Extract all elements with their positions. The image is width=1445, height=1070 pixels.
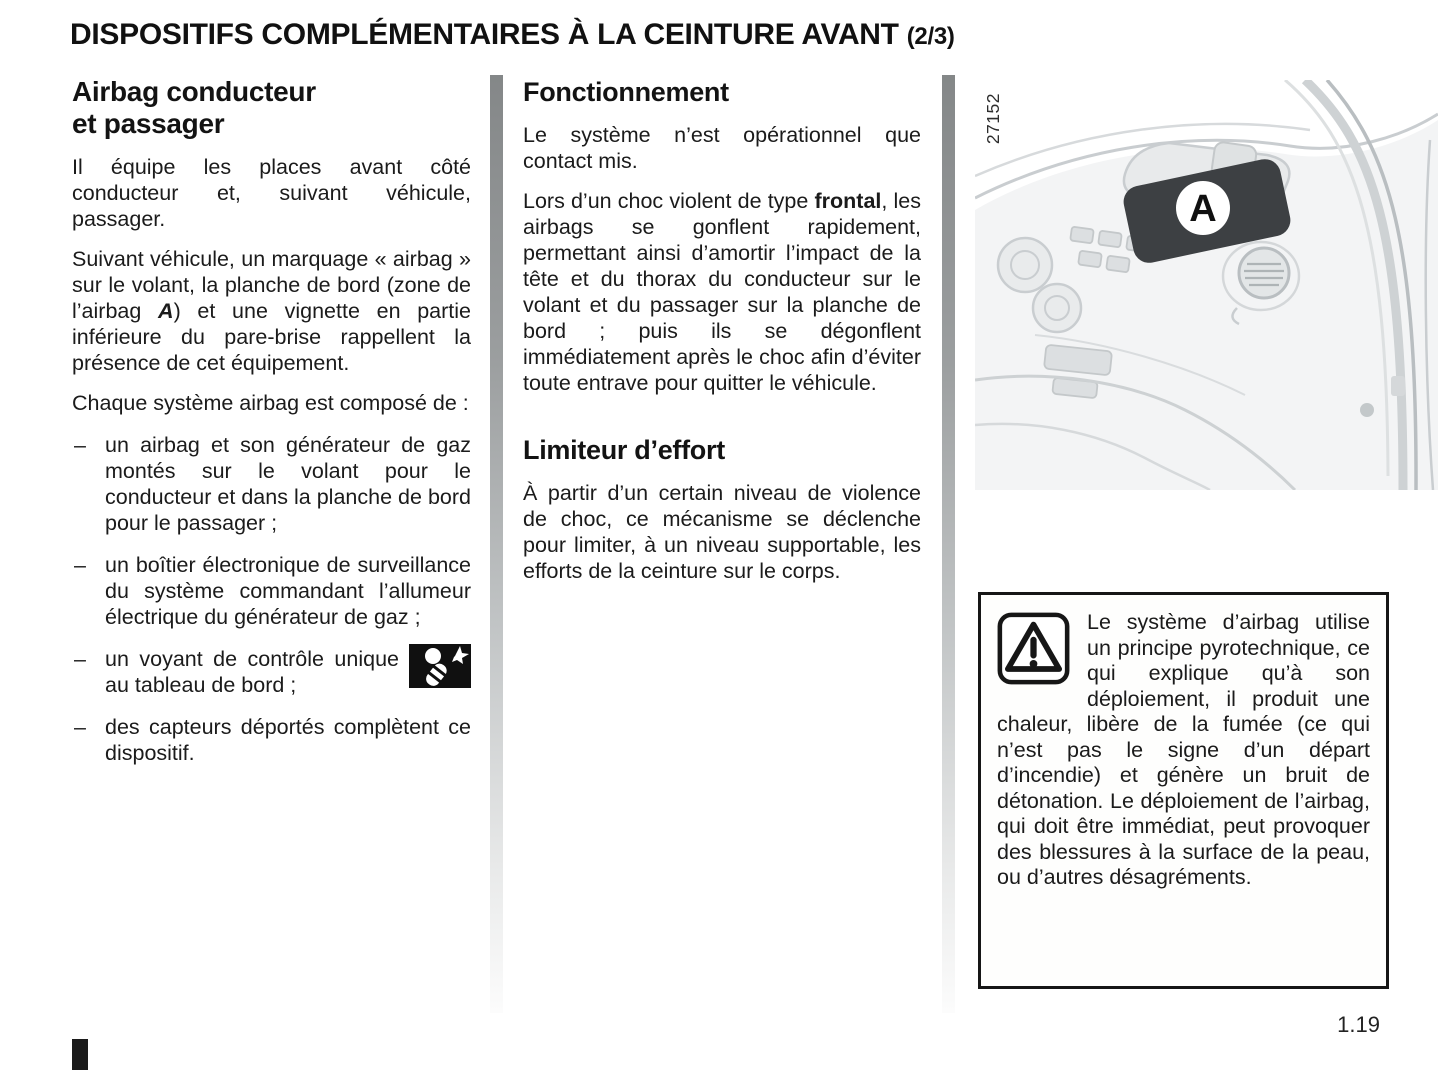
warning-triangle-icon	[997, 612, 1070, 685]
warning-box	[978, 592, 1389, 989]
left-column-heading	[72, 76, 471, 140]
fonctionnement-paragraph-2-text-end: , les airbags se gonflent rapidement, permettant ainsi d’amortir l’impact de la tête et du thorax du conducteur sur le volant et du passager sur la planche de bord ; puis ils se dégonflent immédiatement après le choc afin d’éviter toute entrave pour quitter le véhicule.	[523, 189, 921, 395]
list-item	[72, 646, 471, 698]
left-paragraph-2-text: Suivant véhicule, un marquage « airbag » sur le volant, la planche de bord (zone de l’airbag	[72, 247, 471, 323]
left-paragraph-1: Il équipe les places avant côté conducteur et, suivant véhicule, passager.	[72, 155, 471, 231]
left-heading-line1: Airbag conducteur	[72, 76, 316, 107]
list-item-text: un voyant de contrôle unique au tableau de bord ;	[105, 647, 399, 697]
list-item-text: un boîtier électronique de surveillance du système commandant l’allumeur électrique du générateur de gaz ;	[105, 553, 471, 629]
airbag-components-list	[72, 432, 471, 766]
fonctionnement-heading: Fonctionnement	[523, 77, 729, 107]
list-item	[72, 552, 471, 630]
left-paragraph-2	[72, 246, 471, 376]
fonctionnement-paragraph-1: Le système n’est opérationnel que contact mis.	[523, 123, 921, 173]
dashboard-drawing	[975, 80, 1438, 490]
left-paragraph-2-text-end: ) et une vignette en partie inférieure du pare-brise rappellent la présence de cet équipement.	[72, 299, 472, 375]
page-title-text: DISPOSITIFS COMPLÉMENTAIRES À LA CEINTURE AVANT	[70, 18, 907, 51]
list-item-text: un airbag et son générateur de gaz montés sur le volant pour le conducteur et dans la planche de bord pour le passager ;	[105, 433, 471, 535]
list-dash: –	[74, 433, 86, 457]
list-item-text: des capteurs déportés complètent ce dispositif.	[105, 715, 471, 765]
section-airbag-conducteur-passager	[72, 76, 471, 766]
page-title-part-indicator: (2/3)	[906, 23, 955, 50]
section-fonctionnement	[523, 76, 921, 584]
column-divider-bar	[490, 75, 503, 1013]
warning-text: Le système d’airbag utilise un principe pyrotechnique, ce qui explique qu’à son déploiement, il produit une chaleur, libère de la fumée (ce qui n’est pas le signe d’un départ d’incendie) et génère un bruit de détonation. Le déploiement de l’airbag, qui doit être immédiat, peut provoquer des blessures à la surface de la peau, ou d’autres désagréments.	[997, 610, 1370, 889]
list-item	[72, 714, 471, 766]
fonctionnement-paragraph-2-text: Lors d’un choc violent de type	[523, 189, 815, 213]
limiteur-heading: Limiteur d’effort	[523, 435, 725, 465]
left-paragraph-3: Chaque système airbag est composé de :	[72, 391, 469, 415]
dashboard-illustration	[975, 80, 1438, 490]
zone-a-reference: A	[158, 299, 174, 323]
zone-a-label: A	[1189, 188, 1217, 230]
list-dash: –	[74, 553, 86, 577]
list-dash: –	[74, 647, 86, 671]
list-item	[72, 432, 471, 536]
page-number: 1.19	[1337, 1012, 1380, 1037]
page-title	[70, 18, 955, 52]
airbag-warning-light-icon	[409, 644, 471, 688]
fonctionnement-paragraph-2	[523, 188, 921, 396]
section-tab-marker	[72, 1039, 88, 1070]
list-dash: –	[74, 715, 86, 739]
left-heading-line2: et passager	[72, 108, 225, 139]
column-divider-bar	[942, 75, 955, 1013]
limiteur-paragraph: À partir d’un certain niveau de violence de choc, ce mécanisme se déclenche pour limiter, à un niveau supportable, les efforts de la ceinture sur le corps.	[523, 481, 921, 583]
figure-reference-number: 27152	[978, 85, 1009, 152]
frontal-bold-text: frontal	[814, 189, 882, 213]
